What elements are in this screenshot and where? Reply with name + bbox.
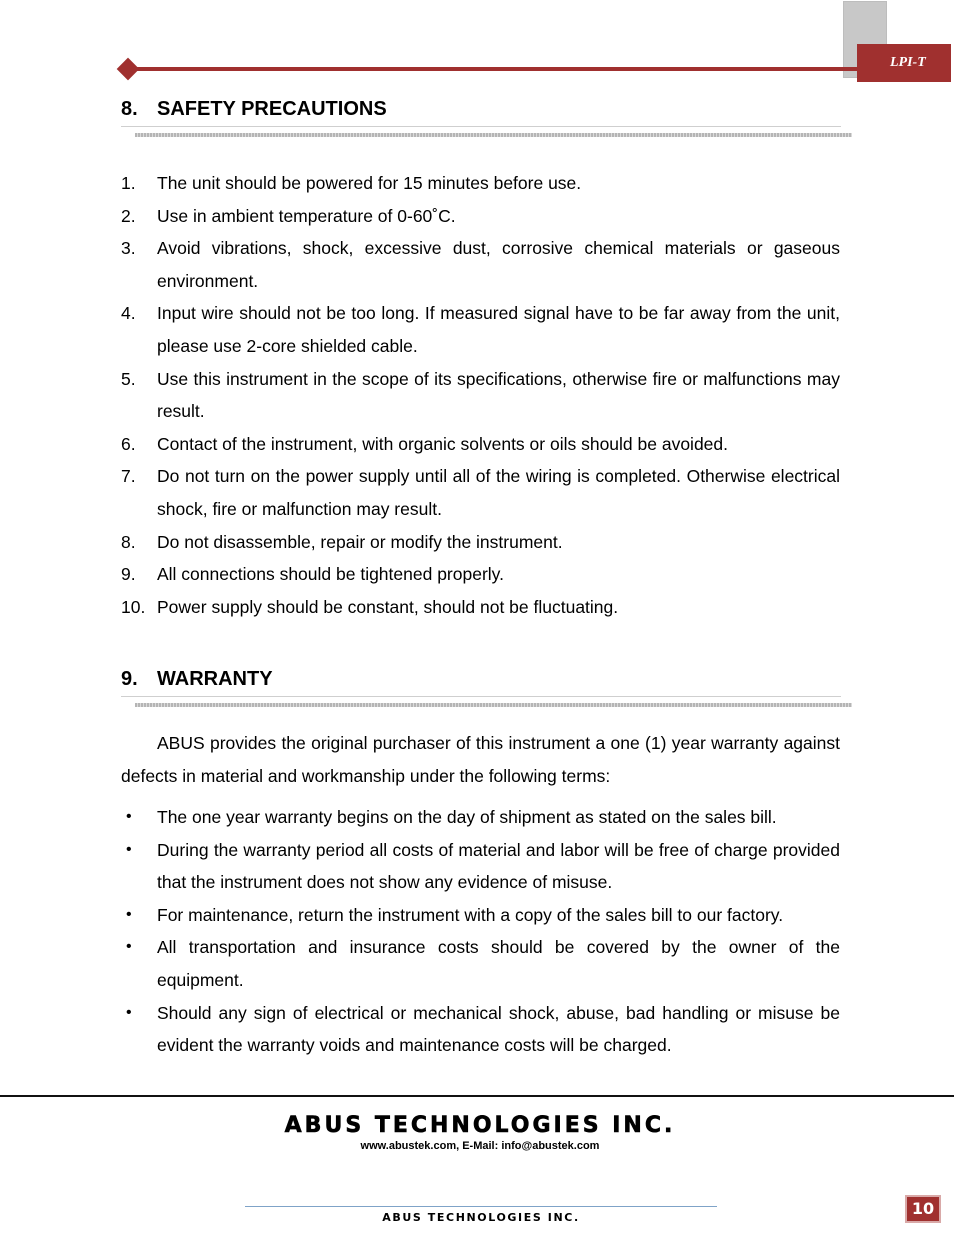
list-item [121,526,840,559]
list-item-text: During the warranty period all costs of material and labor will be free of charge provided that the instrument does not show any evidence of misuse. [157,839,840,893]
safety-heading-rule [121,126,841,127]
list-item [121,899,840,932]
list-item-marker: 3. [121,238,136,259]
list-item-text: Do not disassemble, repair or modify the instrument. [157,531,563,552]
list-item-marker: 6. [121,433,136,454]
doc-code-badge: LPI-T [857,44,951,82]
list-item [121,591,840,624]
list-item-text: For maintenance, return the instrument with a copy of the sales bill to our factory. [157,904,784,925]
list-item [121,558,840,591]
footer-thin-rule [245,1206,717,1207]
list-item-marker: • [126,808,132,825]
list-item [121,997,840,1062]
list-item [121,167,840,200]
warranty-heading-bar [135,703,852,707]
list-item-text: All connections should be tightened properly. [157,564,504,585]
warranty-heading-rule [121,696,841,697]
list-item-text: Avoid vibrations, shock, excessive dust, corrosive chemical materials or gaseous environment. [157,238,840,291]
header-rule [128,67,858,71]
list-item-text: Contact of the instrument, with organic solvents or oils should be avoided. [157,433,729,454]
list-item [121,801,840,834]
list-item-marker: 10. [121,596,146,617]
safety-heading-bar [135,133,852,137]
list-item [121,232,840,297]
list-item-marker: 2. [121,205,136,226]
list-item-marker: 5. [121,368,136,389]
list-item-text: Use in ambient temperature of 0-60˚C. [157,205,456,226]
list-item-marker: 7. [121,466,136,487]
list-item [121,428,840,461]
safety-list [121,167,840,623]
header-diamond [117,58,140,81]
list-item-marker: 9. [121,564,136,585]
list-item-text: Power supply should be constant, should not be fluctuating. [157,596,619,617]
list-item-marker: 8. [121,531,136,552]
warranty-heading-title: WARRANTY [157,668,273,690]
list-item-marker: 1. [121,173,136,193]
warranty-heading-number: 9. [121,668,138,690]
footer-contact: www.abustek.com, E-Mail: info@abustek.com [360,1140,600,1152]
list-item-marker: • [126,840,132,858]
list-item-text: Use this instrument in the scope of its specifications, otherwise fire or malfunctions may result. [157,368,840,422]
safety-heading [121,98,387,121]
warranty-heading [121,668,273,691]
list-item-marker: • [126,1003,132,1021]
list-item [121,931,840,996]
list-item-text: Do not turn on the power supply until all of the wiring is completed. Otherwise electrical shock, fire or malfunction may result. [157,466,840,519]
list-item-text: Input wire should not be too long. If measured signal have to be far away from the unit, please use 2-core shielded cable. [157,303,840,356]
list-item-text: The unit should be powered for 15 minutes before use. [157,173,582,193]
list-item [121,363,840,428]
list-item-marker: • [126,938,132,956]
list-item-text: All transportation and insurance costs should be covered by the owner of the equipment. [157,937,840,990]
list-item [121,297,840,362]
list-item-text: The one year warranty begins on the day of shipment as stated on the sales bill. [157,807,777,827]
footer-company: ABUS TECHNOLOGIES INC. [284,1113,676,1138]
safety-heading-title: SAFETY PRECAUTIONS [157,98,387,120]
page-number: 10 [905,1195,941,1223]
list-item [121,834,840,899]
list-item-marker: • [126,905,132,923]
list-item [121,200,840,233]
warranty-intro: ABUS provides the original purchaser of this instrument a one (1) year warranty against defects in material and workmanship under the following terms: [121,733,840,786]
list-item-text: Should any sign of electrical or mechanical shock, abuse, bad handling or misuse be evident the warranty voids and maintenance costs will be charged. [157,1002,840,1056]
safety-heading-number: 8. [121,98,138,120]
list-item [121,460,840,525]
list-item-marker: 4. [121,303,136,324]
footer-company-small: ABUS TECHNOLOGIES INC. [382,1211,580,1224]
footer-rule [0,1095,954,1097]
warranty-list [121,801,840,1062]
